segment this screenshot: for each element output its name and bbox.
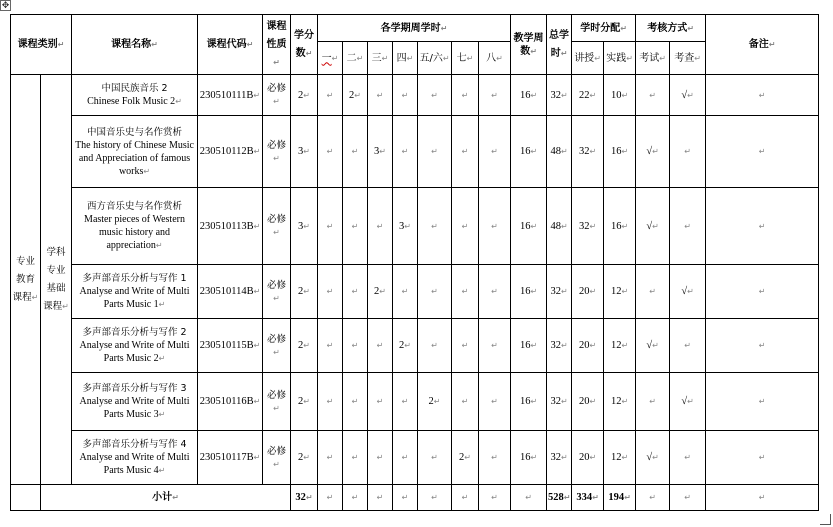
weeks-cell: 16↵ xyxy=(511,319,547,373)
subtotal-row xyxy=(11,485,819,511)
semester-cell-6: ↵ xyxy=(452,188,479,265)
semester-cell-3: 2↵ xyxy=(368,265,393,319)
remarks-header: 备注↵ xyxy=(706,15,819,75)
semester-header-7: 八↵ xyxy=(479,42,511,75)
credit-cell: 3↵ xyxy=(291,116,318,188)
check-mark-cell: √↵ xyxy=(670,75,706,116)
weeks-cell: 16↵ xyxy=(511,116,547,188)
remarks-cell: ↵ xyxy=(706,116,819,188)
semester-cell-3: 3↵ xyxy=(368,116,393,188)
exam-mark-cell: √↵ xyxy=(636,431,670,485)
lecture-cell: 20↵ xyxy=(572,265,604,319)
subtotal-empty-cell: ↵ xyxy=(343,485,368,511)
semester-cell-2: ↵ xyxy=(343,431,368,485)
semester-cell-1: ↵ xyxy=(318,319,343,373)
semester-cell-7: ↵ xyxy=(479,188,511,265)
remarks-cell: ↵ xyxy=(706,319,819,373)
semester-cell-4: ↵ xyxy=(393,75,418,116)
semester-cell-5: 2↵ xyxy=(418,373,452,431)
subtotal-blank-cell xyxy=(11,485,41,511)
semester-cell-6: ↵ xyxy=(452,319,479,373)
subtotal-check-cell: ↵ xyxy=(670,485,706,511)
semester-cell-2: ↵ xyxy=(343,116,368,188)
hours-dist-header: 学时分配↵ xyxy=(572,15,636,42)
semester-header-1: 一↵ xyxy=(318,42,343,75)
header-row-1 xyxy=(11,15,819,42)
table-move-handle-icon[interactable]: ✥ xyxy=(1,1,10,11)
lecture-cell: 20↵ xyxy=(572,373,604,431)
weeks-cell: 16↵ xyxy=(511,431,547,485)
semester-cell-5: ↵ xyxy=(418,75,452,116)
total-cell: 32↵ xyxy=(547,75,572,116)
nature-cell: 必修↵ xyxy=(263,319,291,373)
subtotal-label-cell: 小计↵ xyxy=(41,485,291,511)
table-row xyxy=(11,319,819,373)
total-cell: 32↵ xyxy=(547,431,572,485)
subtotal-total-cell: 528↵ xyxy=(547,485,572,511)
semester-cell-2: ↵ xyxy=(343,373,368,431)
course-name-cell: 中国民族音乐 2 Chinese Folk Music 2↵ xyxy=(72,75,198,116)
exam-mark-cell: √↵ xyxy=(636,319,670,373)
nature-cell: 必修↵ xyxy=(263,373,291,431)
subtotal-lecture-cell: 334↵ xyxy=(572,485,604,511)
semester-cell-1: ↵ xyxy=(318,373,343,431)
semester-cell-3: ↵ xyxy=(368,431,393,485)
weeks-cell: 16↵ xyxy=(511,75,547,116)
course-name-header: 课程名称↵ xyxy=(72,15,198,75)
category-sub-cell: 学科专业基础课程↵ xyxy=(41,75,72,485)
table-row xyxy=(11,265,819,319)
credit-cell: 2↵ xyxy=(291,373,318,431)
course-name-cell: 多声部音乐分析与写作 2 Analyse and Write of Multi Parts Music 2↵ xyxy=(72,319,198,373)
semester-cell-4: ↵ xyxy=(393,265,418,319)
check-mark-cell: ↵ xyxy=(670,319,706,373)
exam-mark-cell: √↵ xyxy=(636,116,670,188)
course-code-cell: 230510116B↵ xyxy=(198,373,263,431)
total-cell: 48↵ xyxy=(547,188,572,265)
weeks-cell: 16↵ xyxy=(511,265,547,319)
course-code-header: 课程代码↵ xyxy=(198,15,263,75)
semester-cell-6: ↵ xyxy=(452,75,479,116)
semester-header-4: 四↵ xyxy=(393,42,418,75)
semester-cell-7: ↵ xyxy=(479,116,511,188)
curriculum-table xyxy=(10,14,819,511)
exam-mark-cell: ↵ xyxy=(636,265,670,319)
table-row xyxy=(11,116,819,188)
lecture-cell: 32↵ xyxy=(572,188,604,265)
nature-header: 课程性质↵ xyxy=(263,15,291,75)
check-mark-cell: ↵ xyxy=(670,116,706,188)
semester-cell-2: ↵ xyxy=(343,319,368,373)
exam-header: 考试↵ xyxy=(636,42,670,75)
practice-cell: 12↵ xyxy=(604,373,636,431)
total-hours-header: 总学时↵ xyxy=(547,15,572,75)
semester-cell-7: ↵ xyxy=(479,373,511,431)
semester-cell-4: ↵ xyxy=(393,431,418,485)
semester-cell-6: ↵ xyxy=(452,265,479,319)
semester-cell-7: ↵ xyxy=(479,75,511,116)
total-cell: 32↵ xyxy=(547,265,572,319)
semester-header-2: 二↵ xyxy=(343,42,368,75)
subtotal-empty-cell: ↵ xyxy=(452,485,479,511)
check-header: 考查↵ xyxy=(670,42,706,75)
table-row xyxy=(11,431,819,485)
subtotal-empty-cell: ↵ xyxy=(368,485,393,511)
subtotal-practice-cell: 194↵ xyxy=(604,485,636,511)
semester-cell-4: 2↵ xyxy=(393,319,418,373)
table-row xyxy=(11,188,819,265)
semester-cell-6: 2↵ xyxy=(452,431,479,485)
credit-cell: 2↵ xyxy=(291,75,318,116)
semester-cell-5: ↵ xyxy=(418,431,452,485)
assessment-header: 考核方式↵ xyxy=(636,15,706,42)
check-mark-cell: √↵ xyxy=(670,373,706,431)
course-code-cell: 230510117B↵ xyxy=(198,431,263,485)
semester-cell-2: ↵ xyxy=(343,188,368,265)
practice-header: 实践↵ xyxy=(604,42,636,75)
exam-mark-cell: √↵ xyxy=(636,188,670,265)
semester-cell-3: ↵ xyxy=(368,75,393,116)
lecture-cell: 22↵ xyxy=(572,75,604,116)
course-name-cell: 中国音乐史与名作赏析 The history of Chinese Music and Appreciation of famous works↵ xyxy=(72,116,198,188)
semester-header-6: 七↵ xyxy=(452,42,479,75)
nature-cell: 必修↵ xyxy=(263,188,291,265)
credit-cell: 2↵ xyxy=(291,431,318,485)
table-row xyxy=(11,75,819,116)
exam-mark-cell: ↵ xyxy=(636,373,670,431)
credit-cell: 2↵ xyxy=(291,319,318,373)
semester-cell-2: 2↵ xyxy=(343,75,368,116)
subtotal-empty-cell: ↵ xyxy=(511,485,547,511)
practice-cell: 16↵ xyxy=(604,116,636,188)
semester-cell-4: ↵ xyxy=(393,116,418,188)
course-code-cell: 230510112B↵ xyxy=(198,116,263,188)
course-name-cell: 多声部音乐分析与写作 3 Analyse and Write of Multi Parts Music 3↵ xyxy=(72,373,198,431)
semester-cell-7: ↵ xyxy=(479,319,511,373)
semester-cell-1: ↵ xyxy=(318,188,343,265)
subtotal-empty-cell: ↵ xyxy=(318,485,343,511)
credit-cell: 2↵ xyxy=(291,265,318,319)
remarks-cell: ↵ xyxy=(706,75,819,116)
check-mark-cell: ↵ xyxy=(670,431,706,485)
semester-cell-1: ↵ xyxy=(318,431,343,485)
total-cell: 32↵ xyxy=(547,319,572,373)
lecture-cell: 20↵ xyxy=(572,319,604,373)
nature-cell: 必修↵ xyxy=(263,75,291,116)
remarks-cell: ↵ xyxy=(706,431,819,485)
semester-cell-3: ↵ xyxy=(368,188,393,265)
semester-cell-3: ↵ xyxy=(368,373,393,431)
subtotal-empty-cell: ↵ xyxy=(393,485,418,511)
check-mark-cell: √↵ xyxy=(670,265,706,319)
semesters-group-header: 各学期周学时↵ xyxy=(318,15,511,42)
course-code-cell: 230510115B↵ xyxy=(198,319,263,373)
course-name-cell: 多声部音乐分析与写作 1 Analyse and Write of Multi Parts Music 1↵ xyxy=(72,265,198,319)
category-header: 课程类别↵ xyxy=(11,15,72,75)
remarks-cell: ↵ xyxy=(706,188,819,265)
lecture-header: 讲授↵ xyxy=(572,42,604,75)
semester-cell-6: ↵ xyxy=(452,116,479,188)
semester-cell-4: ↵ xyxy=(393,373,418,431)
course-name-cell: 多声部音乐分析与写作 4 Analyse and Write of Multi Parts Music 4↵ xyxy=(72,431,198,485)
credit-header: 学分数↵ xyxy=(291,15,318,75)
exam-mark-cell: ↵ xyxy=(636,75,670,116)
weeks-cell: 16↵ xyxy=(511,188,547,265)
course-code-cell: 230510114B↵ xyxy=(198,265,263,319)
nature-cell: 必修↵ xyxy=(263,431,291,485)
semester-cell-2: ↵ xyxy=(343,265,368,319)
semester-cell-1: ↵ xyxy=(318,265,343,319)
practice-cell: 16↵ xyxy=(604,188,636,265)
total-cell: 48↵ xyxy=(547,116,572,188)
semester-cell-5: ↵ xyxy=(418,319,452,373)
course-code-cell: 230510111B↵ xyxy=(198,75,263,116)
practice-cell: 10↵ xyxy=(604,75,636,116)
total-cell: 32↵ xyxy=(547,373,572,431)
semester-cell-3: ↵ xyxy=(368,319,393,373)
lecture-cell: 20↵ xyxy=(572,431,604,485)
semester-cell-5: ↵ xyxy=(418,265,452,319)
credit-cell: 3↵ xyxy=(291,188,318,265)
subtotal-credit-cell: 32↵ xyxy=(291,485,318,511)
lecture-cell: 32↵ xyxy=(572,116,604,188)
semester-cell-7: ↵ xyxy=(479,431,511,485)
semester-cell-4: 3↵ xyxy=(393,188,418,265)
semester-header-3: 三↵ xyxy=(368,42,393,75)
semester-cell-5: ↵ xyxy=(418,116,452,188)
course-name-cell: 西方音乐史与名作赏析 Master pieces of Western music history and appreciation↵ xyxy=(72,188,198,265)
subtotal-empty-cell: ↵ xyxy=(479,485,511,511)
semester-cell-6: ↵ xyxy=(452,373,479,431)
subtotal-empty-cell: ↵ xyxy=(418,485,452,511)
practice-cell: 12↵ xyxy=(604,431,636,485)
table-row xyxy=(11,373,819,431)
page-corner-mark xyxy=(820,514,831,525)
semester-cell-7: ↵ xyxy=(479,265,511,319)
nature-cell: 必修↵ xyxy=(263,116,291,188)
semester-cell-5: ↵ xyxy=(418,188,452,265)
semester-cell-1: ↵ xyxy=(318,75,343,116)
remarks-cell: ↵ xyxy=(706,373,819,431)
subtotal-remarks-cell: ↵ xyxy=(706,485,819,511)
remarks-cell: ↵ xyxy=(706,265,819,319)
nature-cell: 必修↵ xyxy=(263,265,291,319)
check-mark-cell: ↵ xyxy=(670,188,706,265)
teaching-weeks-header: 教学周数↵ xyxy=(511,15,547,75)
subtotal-exam-cell: ↵ xyxy=(636,485,670,511)
practice-cell: 12↵ xyxy=(604,319,636,373)
course-code-cell: 230510113B↵ xyxy=(198,188,263,265)
weeks-cell: 16↵ xyxy=(511,373,547,431)
category-main-cell: 专业教育课程↵ xyxy=(11,75,41,485)
semester-header-5: 五/六↵ xyxy=(418,42,452,75)
practice-cell: 12↵ xyxy=(604,265,636,319)
semester-cell-1: ↵ xyxy=(318,116,343,188)
